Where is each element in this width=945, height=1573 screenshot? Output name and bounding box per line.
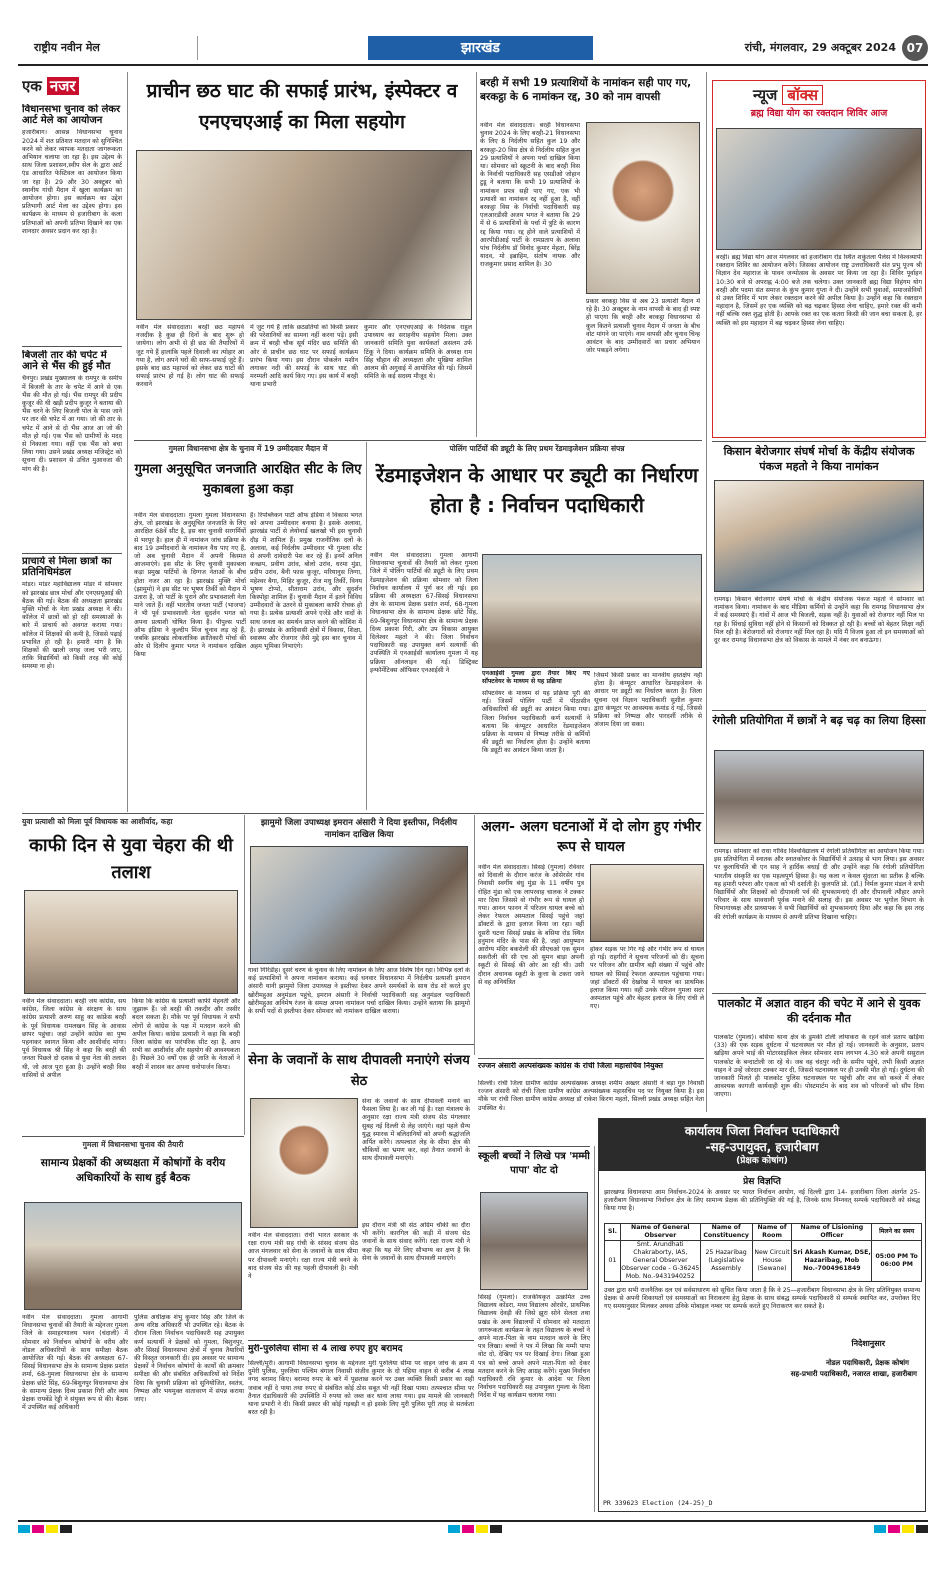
imran-kicker: झामुमो जिला उपाध्यक्ष इमरान अंसारी ने दिया इस्तीफा, निर्दलीय नामांकन दाखिल किया (260, 818, 458, 840)
chhath-body-1: नवीन मेल संवाददाता। बरही छठ महापर्व नजदीक है कुछ ही दिनों के बाद शुरू हो जायेगा। लोग अभी से ही छठ की तैयारियों में जुट गये हैं हालांकि पहले दिवाली का त्योहार आ गया है, लोग अपने घरों की साफ-सफाई जुटे हैं। इसके बाद छठ महापर्व को लेकर छठ घाटों की सफाई प्रारंभ हो गई है। लोग घाट की सफाई करवाने (136, 324, 244, 389)
razzan-body: सिल्ली। रांची जिला ग्रामीण कांग्रेस अल्पसंख्यक अध्यक्ष शमीम अख्तर अंसारी ने बड़ा गुरु निवासी रज्जन अंसारी को रांची जिला ग्रामीण कांग्रेस अल्पसंख्यक महासचिव पद पर नियुक्त किया है। इस मौके पर रांची जिला ग्रामीण कांग्रेस अध्यक्ष डॉ राकेश किरण महतो, सिल्ली प्रखंड अध्यक्ष सहित नेता उपस्थित थे। (478, 1080, 704, 1112)
army-headline: सेना के जवानों के साथ दीपावली मनाएंगे संजय सेठ (248, 1053, 470, 1089)
masthead-rule (18, 64, 928, 66)
randomisation-body-2: सॉफ्टवेयर के माध्यम से यह प्रक्रिया पूरी की गई। जिसमें पोलिंग पार्टी में पीठासीन अधिकारियों की ड्यूटी का आवंटन किया गया। जिला निर्वाचन पदाधिकारी कर्ण सत्यार्थी ने बताया कि कंप्यूटर आधारित रेंडमाइजेशन प्रक्रिया के माध्यम से निष्पक्ष तरीके से कर्मियों की ड्यूटी का निर्धारण होता है। उन्होंने बताया कि ड्यूटी का आवंटन किया जाता है। (482, 690, 590, 755)
nomination-body: नवीन मेल संवाददाता। बरही विधानसभा चुनाव 2024 के लिए बरही-21 विधानसभा के लिए 8 निर्दलीय सहित कुल 19 और बरकट्ठा-20 विस क्षेत्र से निर्दलीय सहित कुल 29 प्रत्याशियों ने अपना पर्चा दाखिल किया था। सोमवार को स्क्रूटनी के बाद बरही विस के निर्वाची पदाधिकारी सह एसडीओ जोहान टुडू ने बताया कि सभी 19 प्रत्याशियों के नामांकन प्रपत्र सही पाए गए, एक भी प्रत्याशी का नामांकन रद्द नहीं हुआ है, वहीं बरकट्ठा विस के निर्वाची पदाधिकारी सह एलआरडीसी अजय भगत ने बताया कि 29 में से 6 प्रत्याशियों के पर्चा में त्रुटि के कारण रद्द किया गया। रद्द होने वाले प्रत्याशियों में आरपीडीआई पार्टी के रामप्रताप के अलावा पांच निर्दलीय डॉ विनोद कुमार मेहता, बिरेंद्र यादव, मो इब्राहिम, संतोष नायक और राजकुमार प्रसाद शामिल है। 30 (480, 122, 580, 269)
news-box-body: बरही। ब्रह्म विद्या योग आज मंगलवार को हजारीबाग रोड स्थित शकुंतला पैलेस में विश्वव्यापी रक्तदान शिविर का आयोजन करेंगे। जिसका आयोजन राष्ट्र उत्तराधिकारी संत प्रभु पूज्य श्री विज्ञान देव महाराज के पावन जन्मोत्सव के अवसर पर किया जा रहा है। शिविर पूर्वाहन 10:30 बजे से अपराह्न 4:00 बजे तक चलेगा। उक्त जानकारी ब्रह्म विद्या विहंगम योग बरही और पदमा संत समाज के कुंभ कुमार गुप्ता ने दी। उन्होंने सभी युवाओं, समाजसेवियों से उक्त शिविर में भाग लेकर रक्तदान करने की अपील किया है। उन्होंने कहा कि रक्तदान महादान है, जिसमें हर एक व्यक्ति को बढ़ चढ़कर हिस्सा लेना चाहिए, हमारे रक्त की कमी नहीं बल्कि रक्त शुद्ध होती है। आपके रक्त का एक कतरा किसी की जान बचा सकता है, हर व्यक्ति को इस महादान में बढ़ चढ़कर हिस्सा लेना चाहिए। (716, 254, 922, 327)
randomisation-kicker: पोलिंग पार्टियों की ड्यूटी के लिए प्रथम रेंडमाइजेशन प्रक्रिया संपन्न (449, 444, 625, 453)
observer-table-row: 01 Smt. Arundhati Chakraborty, IAS, General Observer Observer code - G-36245 Mob. No.-9431940252 25 Hazaribag (Legislative Assembly New Circuit House (Sewane) Sri Akash Kumar, DSE, Hazaribag, Mob No.-7004961849 05:00 PM To 06:00 PM (605, 1241, 922, 1282)
chhath-body-2: में जुट गये हैं ताकि छठव्रतियों को किसी प्रकार की परेशानियों का सामना नहीं करना पड़े। इसी क्रम में बरही चौक सूर्य मंदिर छठ समिति की ओर से प्राचीन छठ घाट पर सफाई कार्यक्रम प्रारंभ किया गया। इस दौरान पोकलेन मशीन लगाकर नदी की सफाई के साथ घाट की मरम्मती आदि कार्य किए गए। इस कार्य में बरही थाना प्रभारी (250, 324, 358, 389)
army-body-1: नवीन मेल संवाददाता। रांची भारत सरकार के रक्षा राज्य मंत्री सह रांची के सांसद संजय सेठ आज मंगलवार को सेना के जवानों के साथ सीमा पर दीपावली मनाएंगे। रक्षा राज्य मंत्री बनने के बाद संजय सेठ की यह पहली दीपावली है। मंत्री ने (248, 1232, 358, 1281)
youth-body-1: नवीन मेल संवाददाता। बरही जय कांग्रेस, सय कांग्रेस, जिला कांग्रेस के संरक्षण के साथ कांग्रेस प्रत्याशी अरुण साहू का कांफ्रेंस बरही के पूर्व विधायक रामलखन सिंह के आवास छापर पहुंचा। जहां उन्होंने कांग्रेस का पुष्प पहनाकर स्वागत किया और आशीर्वाद मांगा। पूर्व विधायक श्री सिंह ने कहा कि बरही की जनता पिछले दो दशक से युवा नेता की तलाश थी, जो आज पूरा हुआ है। उन्होंने बरही विस वासियों से अपील (22, 998, 126, 1079)
gumla-st-kicker: गुमला विधानसभा क्षेत्र के चुनाव में 19 उम्मीदवार मैदान में (168, 444, 328, 453)
kisan-photo (714, 480, 924, 592)
imran-body: गावां गिरिडीह। दूसरे चरण के चुनाव के लिए नामांकन के लिए आज विशेष दिन रहा। विभिन्न दलों के कई प्रत्याशियों ने अपना नामांकन कराया। कई धनवार विधानसभा में निर्दलीय प्रत्याशी इमरान अंसारी यानी झामुमो जिला उपाध्यक्ष ने इस्तीफा देकर अपने समर्थकों के साथ रोड शो करते हुए खोरीमहुआ अनुमंडल पहुंचे, इमरान अंसारी ने निर्वाची पदाधिकारी सह अनुमंडल पदाधिकारी खोरीमहुआ अनिमेष रंजन के समक्ष अपना नामांकन पर्चा दाखिल किया। उन्होंने बताया कि झामुमो के सभी पदों से इस्तीफा देकर सोमवार को नामांकन दाखिल कराया। (248, 967, 470, 1016)
gumla-meeting-kicker: गुमला में विधानसभा चुनाव की तैयारी (82, 1140, 184, 1149)
nomination-headline: बरही में सभी 19 प्रत्याशियों के नामांकन सही पाए गए, बरकट्ठा के 6 नामांकन रद्द, 30 को नाम वापसी (480, 77, 692, 103)
gumla-meeting-body-1: नवीन मेल संवाददाता। गुमला आगामी विधानसभा चुनावों की तैयारी के मद्देनजर गुमला जिले के समाहरणालय भवन (चंदाली) में सोमवार को निर्वाचन कोषांगों के वरीय और नोडल अधिकारियों के साथ समीक्षा बैठक आयोजित की गई। बैठक की अध्यक्षता 67-सिसई विधानसभा क्षेत्र के सामान्य प्रेक्षक प्रशांत शर्मा, 68-गुमला विधानसभा क्षेत्र के सामान्य प्रेक्षक छोटे सिंह, 69-बिशुनपुर विधानसभा क्षेत्र के सामान्य प्रेक्षक दिव्य प्रकाश गिरी और व्यय प्रेक्षक रायबेंडे रेड्डी ने संयुक्त रूप से की। बैठक में उपस्थित कई अधिकारी (22, 1314, 128, 1412)
gumla-meeting-body-2: पुलिस अधीक्षक शंभु कुमार सिंह और जिले के अन्य वरिष्ठ अधिकारी भी उपस्थित रहे। बैठक के दौरान जिला निर्वाचन पदाधिकारी सह उपायुक्त कर्ण सत्यार्थी ने प्रेक्षकों को गुमला, बिशुनपुर, और सिसई विधानसभा क्षेत्रों में चुनाव तैयारियों की विस्तृत जानकारी दी। इस अवसर पर सामान्य प्रेक्षकों ने निर्वाचन कोषांगों के कार्यों की क्रमबार समीक्षा की और संबंधित अधिकारियों को निर्देश दिया कि चुनावी प्रक्रिया को सुनियोजित, स्वतंत्र, निष्पक्ष और भयमुक्त वातावरण में संपन्न कराया जाए। (134, 1314, 244, 1404)
gumla-st-headline: गुमला अनुसूचित जनजाति आरक्षित सीट के लिए मुकाबला हुआ कड़ा (134, 462, 362, 497)
randomisation-photo (482, 554, 702, 668)
ek-nazar-item-1: विधानसभा चुनाव को लेकर आर्ट मेले का आयोजन हजारीबाग। आसन्न विधानसभा चुनाव 2024 में शत प्रतिशत मतदान को सुनिश्चित करने को लेकर व्यापक मतदाता जागरूकता अभियान चलाया जा रहा है। इस उद्देश्य के साथ जिला प्रशासन,स्वीप सेल के द्वारा आर्ट एंड आधारित फेस्टिवल का आयोजन किया जा रहा है। 29 और 30 अक्टूबर को स्थानीय गांधी मैदान में खुला कार्यक्रम का आयोजन होगा। इस कार्यक्रम का उद्देश प्रतिभागी आर्ट मेला का उद्देश्य होगा। इस कार्यक्रम के माध्यम से हजारीबाग के कला प्रतिभाओं को अपनी प्रतिभा दिखाने का एक शानदार अवसर प्रदान कर रहा है। (22, 104, 122, 235)
pr-code: PR 339623 Election (24-25)_D (603, 1499, 713, 1507)
masthead (18, 34, 928, 62)
randomisation-photo-caption: एनआईसी गुमला द्वारा तैयार किए गए सॉफ्टवेयर के माध्यम से यह प्रक्रिया (482, 670, 590, 686)
gumla-meeting-photo (24, 1202, 242, 1310)
rangoli-photo (714, 750, 924, 844)
injured-headline: अलग- अलग घटनाओं में दो लोग हुए गंभीर रूप से घायल (481, 819, 701, 855)
paper-name: राष्ट्रीय नवीन मेल (18, 36, 198, 60)
page-number: 07 (902, 35, 928, 61)
news-box: न्यूज बॉक्स ब्रह्म विद्या योग का रक्तदान शिविर आज (712, 80, 926, 438)
palkot-headline: पालकोट में अज्ञात वाहन की चपेट में आने से युवक की दर्दनाक मौत (717, 997, 921, 1025)
kisan-body: रामगढ़। किसान बेरोजगार संघर्ष मोर्चा के केंद्रीय संयोजक पंकज महतो ने सोमवार को नामांकन किया। नामांकन के बाद मीडिया कर्मियों से उन्होंने कहा कि रामगढ़ विधानसभा क्षेत्र में कई समस्याएं हैं। गांवों में आज भी बिजली, सड़क नहीं है। युवाओं को रोजगार नहीं मिल पा रहा है। सिंचाई सुविधा नहीं होने से किसानों को दिक्कत हो रही है। बच्चों को बेहतर शिक्षा नहीं मिल रही है। बेरोजगारों को रोजगार नहीं मिल रहा है। यदि मैं विजय हुआ तो इन समस्याओं को दूर कर रामगढ़ विधानसभा क्षेत्र को विकास के मामले में नंबर वन बनाऊंगा। (714, 596, 924, 645)
randomisation-body-3: जिसमें किसी प्रकार का मानवीय हस्तक्षेप नहीं होता है। कंप्यूटर आधारित रेंडमाइजेशन के आधार पर ड्यूटी का निर्धारण करता है। जिला सूचना एवं विज्ञान पदाधिकारी सुशील कुमार द्वारा कंप्यूटर पर आवश्यक कमांड दे गई, जिससे प्रक्रिया को निष्पक्ष और पारदर्शी तरीके से अंजाम दिया जा सका। (594, 672, 702, 729)
nomination-caption: प्रकार बरकट्ठा विस से अब 23 प्रत्याशी मैदान में रहे है। 30 अक्टूबर के नाम वापसी के बाद ही स्पष्ट हो पाएगा कि बरही और बरकट्ठा विधानसभा से कुल कितने प्रत्याशी चुनाव मैदान में जनता के बीच वोट मांगने जा पाएंगे। नाम वापसी और चुनाव चिन्ह आवंटन के बाद उम्मीदवारों का प्रचार अभियान जोर पकड़ने लगेगा। (586, 298, 700, 355)
observer-table (604, 1223, 922, 1282)
chhath-body-3: कुमार और एनएचएआई के निदेशक राहुल उपाध्याय का सराहनीय सहयोग मिला। उक्त जानकारी समिति युवा कार्यकर्ता असलम उर्फ टिंकू ने दिया। कार्यक्रम समिति के अध्यक्ष राम सिंह चौहान की अध्यक्षता और मुखिया शामिल आलम की अगुवाई में आयोजित की गई। जिसमें समिति के कई सदस्य मौजूद थे। (364, 324, 472, 381)
injured-photo (590, 864, 704, 942)
razzan-headline: रज्जन अंसारी अल्पसंख्यक कांग्रेस के रांची जिला महासचिव नियुक्त (478, 1062, 663, 1070)
gumla-st-body-1: नवीन मेल संवाददाता। गुमला गुमला विधानसभा क्षेत्र, जो झारखंड के अनुसूचित जनजाति के लिए आरक्षित 68वें सीट है, इस बार चुनावी सरगर्मियों से भरपूर है। हाल ही में नामांकन जांच प्रक्रिया के बाद 19 उम्मीदवारों के नामांकन वैध पाए गए हैं, जो अब चुनावी मैदान में अपनी किस्मत आजमाएंगे। इस सीट के लिए चुनावी मुकाबला कड़ा प्रमुख पार्टियों के दिग्गज नेताओं के बीच होता नजर आ रहा है। झारखंड मुक्ति मोर्चा (झामुमो) ने इस सीट पर भूषण तिर्की को मैदान में उतारा है, जो पार्टी के पुराने और प्रभावशाली नेता माने जाते हैं। वहीं भारतीय जनता पार्टी (भाजपा) ने भी पूर्व प्रभावशाली नेता सुदर्शन भगत को अपना प्रत्याशी घोषित किया है। पीपुल्स पार्टी ऑफ इंडिया ने कुल्दीप मिंज चुनाव लड़ रहे हैं, जबकि झारखंड लोकतांत्रिक क्रांतिकारी मोर्चा की ओर से दिलीप कुमार भगत ने नामांकन दाखिल किया (134, 512, 246, 659)
palkot-body: पालकोट (गुमला)। बसिया थाना क्षेत्र के डुमकी टोली लोयाकरा के रहने वाले प्रताप खड़िया (33) की एक सड़क दुर्घटना में घटनास्थल पर मौत हो गई। जानकारी के अनुसार, प्रताप खड़िया अपने भाई की मोटरसाइकिल लेकर सोमवार शाम लगभग 4.30 बजे अपनी ससुराल पालकोट के बन्दाटोली जा रहे थे। जब वह चंदपुर नदी के समीप पहुंचे, तभी किसी अज्ञात वाहन ने उन्हें जोरदार टक्कर मार दी, जिससे घटनास्थल पर ही उनकी मौत हो गई। दुर्घटना की जानकारी मिलते ही पालकोट पुलिस घटनास्थल पर पहुंची और शव को कब्जे में लेकर आवश्यक कागजी कार्यवाही शुरू की। पोस्टमार्टम के बाद शव को परिजनों को सौंप दिया जाएगा। (714, 1034, 924, 1099)
school-body: सिसई (गुमला)। राजकीयकृत उत्क्रमित उच्च विद्यालय कोंडरा, मध्य विद्यालय ओरसेर, प्राथमिक विद्यालय देवड़ी की जिसे झूरा सोने सेलता तथा प्रखंड के अन्य विद्यालयों में सोमवार को मतदाता जागरूकता कार्यक्रम के तहत विद्यालय के बच्चों ने अपने माता-पिता के नाम मतदान करने के लिए पत्र लिखा। बच्चों ने पत्र में लिखा कि मम्मी पापा वोट दो, देखिए पत्र पर दिखाई देगा। लिखा हुआ पत्र को बच्चे अपने अपने माता-पिता को देकर मतदान करने के लिए आग्रह करेंगे। मुख्य निर्वाचन पदाधिकारी रवि कुमार के आदेश पर जिला निर्वाचन पदाधिकारी सह उपायुक्त गुमला के दिशा निर्देश में यह कार्यक्रम चलाया गया। (478, 1294, 590, 1400)
school-headline: स्कूली बच्चों ने लिखे पत्र 'मम्मी पापा' वोट दो (478, 1151, 590, 1176)
youth-photo (24, 890, 238, 994)
army-body-2: सेना के जवानों के साथ दीपावली मनाने का फैसला लिया है। कर ली गई है। रक्षा मंत्रालय के अनुसार रक्षा राज्य मंत्री संजय सेठ मंगलवार सुबह नई दिल्ली से लेह जाएंगे। वहां पहले सैन्य युद्ध स्मारक में बलिदानियों को अपनी श्रद्धांजलि अर्पित करेंगे। तत्पश्चात लेह के सीमा क्षेत्र की चौकियों का भ्रमण कर, वहां तैनात जवानों के साथ दीपावली मनाएंगे। (362, 1098, 470, 1163)
youth-body-2: किया कि कांग्रेस के प्रत्याशी काफी मेहनती और जुझारू हैं। जो बरही की तकदीर और तस्वीर बदल सकता है। मौके पर पूर्व विधायक ने सभी लोगों से कांग्रेस के पक्ष में मतदान करने की अपील किया। कांग्रेस प्रत्याशी ने कहा कि बरही जिला कांग्रेस का पारंपरिक सीट रहा है, आप सभी का आशीर्वाद और सहयोग की आवश्यकता है। पिछले 30 वर्षों एक ही जाति के नेताओं ने बरही में शासन कर अपना धनोपार्जन किया। (132, 998, 240, 1071)
gumla-meeting-headline: सामान्य प्रेक्षकों की अध्यक्षता में कोषांगों के वरीय अधिकारियों के साथ हुई बैठक (40, 1157, 226, 1184)
news-box-photo (716, 128, 922, 250)
ek-nazar-label: एक नजर (22, 76, 122, 98)
nomination-photo (586, 122, 700, 294)
chhath-headline: प्राचीन छठ घाट की सफाई प्रारंभ, इंस्पेक्टर व एनएचएआई का मिला सहयोग (146, 80, 458, 133)
ek-nazar-item-2: बिजली तार की चपेट में आने से भैंस की हुई मौत चैनपुर। प्रखंड मुख्यालय के रामपुर के समीप में बिजली के तार के चपेट में आने से एक भैंस की मौत हो गई। भैंस रामपुर की प्रदीप कुजूर की थी खड़ी प्रदीप कुजूर ने बताया की भैंस चरने के लिए बिजली पोल के पास जाने पर तार की चपेट में आ गया। जो की तार के चपेट में आने से दो भैंस आज आ जो की मौत हो गई। एक भैंस को ग्रामीणों के मदद से निकाला गया। वहीं एक भैंस को बचा लिया गया। उसने प्रखंड अध्यक्ष मजिस्ट्रेट को सूचना दी। प्रशासन से उचित मुआवजा की मांग की है। (22, 350, 122, 473)
muri-headline: मुरी-पुरुलिया सीमा से 4 लाख रुपए हुए बरामद (248, 1344, 403, 1354)
youth-headline: काफी दिन से युवा चेहरा की थी तलाश (29, 835, 233, 883)
army-body-3: इस दौरान मंत्री श्री सेठ अग्रिम चौकी का दौरा भी करेंगे। कारगिल की कड़ी में संजय सेठ जवानों के साथ संवाद करेंगे। रक्षा राज्य मंत्री ने कहा कि यह मेरे लिए सौभाग्य का क्षण है कि सेना के जवानों के साथ दीपावली मनाएंगे। (362, 1222, 470, 1262)
observer-table-header: Sl. Name of General Observer Name of Constituency Name of Room Name of Lisioning Officer मिलने का समय (605, 1224, 922, 1241)
election-notice: कार्यालय जिला निर्वाचन पदाधिकारी -सह-उपायुक्त, हजारीबाग (प्रेक्षक कोषांग) प्रेस विज्ञप्ति झारखण्ड विधानसभा आम निर्वाचन-2024 के अवसर पर भारत निर्वाचन आयोग, नई दिल्ली द्वारा 14- हजारीबाग जिला अंतर्गत 25- हजारीबाग विधानसभा निर्वाचन क्षेत्र के लिए सामान्य प्रेक्षक की प्रतिनियुक्ति की गई है, जिनके साथ निम्नवत् सम्पर्क पदाधिकारी को संबद्ध किया गया है। Sl. Name of General Observer Name of Constituency Name of Room Name of Lisioning Officer मिलने का समय 01 Smt. Arundhati Chakraborty, IAS, General Observer Observer code - G-36245 Mob. No.-9431940252 25 Hazaribag (Legislative Assembly New Circuit House (Sewane) Sri Akash Kumar, DSE, Hazaribag, Mob No.-7004961849 05:00 PM To 06:00 PM उक्त द्वारा सभी राजनैतिक दल एवं सर्वसाधारण को सूचित किया जाता है कि वे 25—हजारीबाग विधानसभा क्षेत्र के लिए प्रतिनियुक्त सामान्य प्रेक्षक से अपनी शिकायतों एवं समस्याओं का निराकरण हेतु प्रेक्षक के साथ संबद्ध सम्पर्क पदाधिकारी से सम्पर्क स्थापित कर, उपरोक्त दिए गए समयानुसार मिलकर अथवा उनिके मोबाइल नम्बर पर सम्पर्क करते हुए निराकरण कर सकते है। निदेशानुसार नोडल पदाधिकारी, प्रेक्षक कोषांग सह-प्रभारी पदाधिकारी, नजारत शाखा, हजारीबाग PR 339623 Election (24-25)_D (598, 1118, 926, 1512)
rangoli-headline: रंगोली प्रतियोगिता में छात्रों ने बढ़ चढ़ का लिया हिस्सा (712, 714, 926, 727)
school-photo (480, 1192, 588, 1290)
army-photo (250, 1098, 358, 1228)
youth-kicker: युवा प्रत्याशी को मिला पूर्व विधायक का आशीर्वाद, कहा (22, 817, 173, 826)
kisan-headline: किसान बेरोजगार संघर्ष मोर्चा के केंद्रीय संयोजक पंकज महतो ने किया नामांकन (723, 445, 915, 473)
injured-body: नवीन मेल संवाददाता। सिसई (गुमला) रविवार को दिवाली के दौरान करंज के ओसेरसेर गांव निवासी स्वर्गीय बंधु मुंडा के 11 वर्षीय पुत्र रोहित मुंडा को एक लापरवाह चालक ने टक्कर मार दिया जिससे वो गंभीर रूप से घायल हो गया। आनन फानन में परिजन घायल बच्चे को लेकर रेफरल अस्पताल सिसई पहुंचे जहां डॉक्टरों के द्वारा इलाज किया जा रहा। वहीं दूसरी घटना सिसई प्रखंड के बसिया रोड स्थित हनुमान मंदिर के पास की है, जहां आयुष्मान आरोग्य मंदिर बकरोली की सीएचओ एक सुमन सकरौली की सी एच ओ सुमन बाड़ा अपनी स्कूटी से सिसई की ओर आ रही थी। उसी दौरान अचानक स्कूटी के कुत्ता के टकरा जाने से वह अनियंत्रित (478, 864, 584, 986)
gumla-st-body-2: है। रिपब्लिकन पार्टी ऑफ इंडिया ने विकास भगत को अपना उम्मीदवार बनाया है। इसके अलावा, झारखंड पार्टी से लेयोनार्ड खलखो भी इस चुनावी दौड़ में शामिल हैं। प्रमुख राजनीतिक दलों के अलावा, कई निर्दलीय उम्मीदवार भी गुमला सीट से अपनी दावेदारी पेश कर रहे हैं। इनमें अनिल कच्छप, प्रवीण उरांव, बोलो उरांव, धरमा मुंडा, प्रदीप उरांव, बैनी फास कुजूर, मरियानुस तिग्गा, महेश्वर बैगा, मिहिर कुजूर, रोज मधु तिर्की, विनय भूषण टोप्पो, सीताराम उरांव, और सुदर्शन किस्पोट्टा शामिल हैं। चुनावी मैदान में इतने विविध उम्मीदवारों के उतरने से मुकाबला काफी रोचक हो गया है। प्रत्येक प्रत्याशी अपने एजेंडे और वादों के साथ जनता का समर्थन प्राप्त करने की कोशिश में है। झारखंड के आदिवासी क्षेत्रों में विकास, शिक्षा, स्वास्थ्य और रोजगार जैसे मुद्दे इस बार चुनाव में अहम भूमिका निभाएंगे। (250, 512, 362, 651)
randomisation-body-1: नवीन मेल संवाददाता। गुमला आगामी विधानसभा चुनावों की तैयारी को लेकर गुमला जिले में पोलिंग पार्टियों की ड्यूटी के लिए प्रथम रेंडमाइजेशन की प्रक्रिया सोमवार को जिला निर्वाचन कार्यालय में पूर्ण कर ली गई। इस प्रक्रिया की अध्यक्षता 67-सिसई विधानसभा क्षेत्र के सामान्य प्रेक्षक प्रशांत शर्मा, 68-गुमला विधानसभा क्षेत्र के सामान्य प्रेक्षक छोटे सिंह, 69-बिशुनपुर विधानसभा क्षेत्र के सामान्य प्रेक्षक दिव्य प्रकाश गिरी, और उप विकास आयुक्त दिलेश्वर महतो ने की। जिला निर्वाचन पदाधिकारी सह उपायुक्त कर्ण सत्यार्थी की उपस्थिति में एनआईसी कार्यालय गुमला में यह प्रक्रिया ऑनलाइन की गई। डिस्ट्रिक्ट इन्फॉर्मेटिक्स ऑफिसर एनआईसी ने (370, 552, 478, 674)
chhath-photo (136, 150, 472, 320)
date-line: रांची, मंगलवार, 29 अक्टूबर 2024 (744, 41, 896, 54)
rangoli-body: रामगढ़। सोमवार को राधा गोविंद विश्वविद्यालय में रंगोली प्रतियोगिता का आयोजन किया गया। इस प्रतियोगिता में स्नातक और स्नातकोत्तर के विद्यार्थियों ने उत्साह से भाग लिया। इस अवसर पर कुलाधिपति बी एन साह ने हार्दिक बधाई दी और उन्होंने कहा कि रंगोली प्रतियोगिता भारतीय संस्कृति का एक महत्वपूर्ण हिस्सा है। यह कला न केवल सुंदरता का प्रतीक है बल्कि यह हमारी परंपरा और एकता को भी दर्शाती है। कुलपति प्रो. (डॉ.) निर्मल कुमार मंडल ने सभी विद्यार्थियों और शिक्षकों को दीपावली पर्व की शुभकामनाएं दी और दीपावली त्यौहार अपने परिवार के साथ सावधानी पूर्वक मनाने की सलाह दी। इस अवसर पर भूगोल विभाग के विभागाध्यक्ष और प्राध्यापक ने सभी विद्यार्थियों को शुभकामनाएं दिया और कहा कि इस तरह की रंगोली कार्यक्रम के माध्यम से अपनी प्रतिभा दिखाना चाहिए। (714, 848, 924, 921)
muri-body: सिल्ली/मुरी। आगामी विधानसभा चुनाव के मद्देनजर मुरी पुरुलिया सीमा पर वाहन जांच के क्रम में दुमेरी पुलिस, पुरुलिया पश्चिम बंगाल निवासी संजीव कुमार के दो पहिया वाहन से करीब 4 लाख नगद बरामद किए। बरामद रुपए के बारे में पूछताछ करने पर उक्त व्यक्ति किसी प्रकार का सही जवाब नहीं दे पाया तथा रुपए से संबंधित कोई ठोस सबूत भी नहीं दिखा पाया। तत्पश्चात सीमा पर तैनात दंडाधिकारी की उपस्थिति में रुपया को जब्त कर थाना लाया गया। इस मामले की जानकारी थाना प्रभारी ने दी। किसी प्रकार की कोई गड़बड़ी न हो इसके लिए मुरी पुलिस पूरी तरह से सतर्कता बरत रही है। (248, 1360, 474, 1417)
section-banner: झारखंड (368, 36, 593, 60)
print-registration-strip (18, 1525, 928, 1535)
randomisation-headline: रेंडमाइजेशन के आधार पर ड्यूटी का निर्धारण होता है : निर्वाचन पदाधिकारी (375, 463, 699, 517)
ek-nazar-item-3: प्राचार्य से मिला छात्रों का प्रतिनिधिमंडल मांडर। मांडर महाविद्यालय मांडर में सोमवार को झारखंड छात्र मोर्चा और एनएसयूआई की बैठक की गई। बैठक की अध्यक्षता झारखंड मुक्ति मोर्चा के नेता प्रखंड अध्यक्ष ने की। कॉलेज में छात्रों को हो रही समस्याओं के बारे में प्राचार्य को अवगत कराया गया। कॉलेज में शिक्षकों की कमी है, जिससे पढ़ाई प्रभावित हो रही है। हमारी मांग है कि शिक्षकों की खाली जगह जल्द भरी जाए, ताकि विद्यार्थियों को किसी तरह की कोई समस्या ना हो। (22, 556, 122, 671)
imran-photo (250, 846, 468, 964)
injured-caption: होकर सड़क पर गिर गई और गंभीर रूप से घायल हो गई। राहगीरों ने सूचना परिजनों को दी। सूचना पर परिजन और ग्रामीण बड़ी संख्या में पहुंचे और घायल को सिसई रेफरल अस्पताल पहुंचाया गया। जहां डॉक्टरों की देखरेख में घायल का प्राथमिक इलाज किया गया। वहीं उनके परिजन गुमला सदर अस्पताल पहुंचे और बेहतर इलाज के लिए रांची ले गए। (590, 946, 704, 1011)
